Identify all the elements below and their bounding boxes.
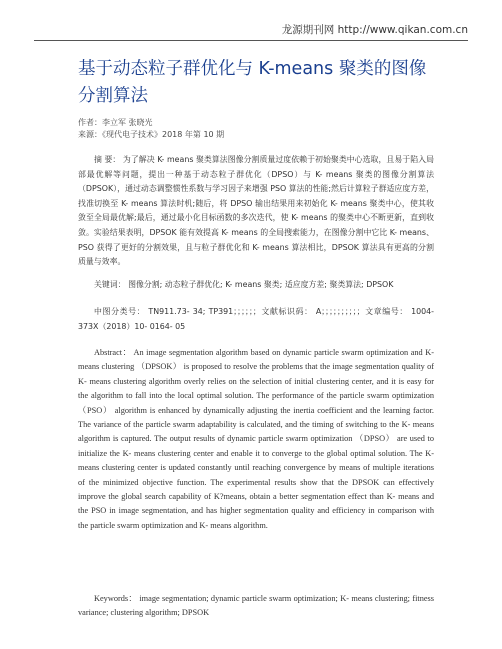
abstract-english: Abstract： An image segmentation algorithm based on dynamic particle swarm optimization and K- means clustering （DPSOK） is proposed to resolve the problems that the image segmentation quality of K- means clustering algorithm overly relies on the selection of initial clustering center, and it is easy for the algorithm to fall into the local optimal solution. The performance of the particle swarm optimization （PSO） algorithm is enhanced by dynamically adjusting the inertia coefficient and the learning factor. The variance of the particle swarm adaptability is calculated, and the timing of switching to the K- means algorithm is captured. The output results of dynamic particle swarm optimization （DPSO） are used to initialize the K- means clustering center and enable it to converge to the global optimal solution. The K- means clustering center is updated constantly until reaching convergence by means of multiple iterations of the minimized objective function. The experimental results show that the DPSOK can effectively improve the global search capability of K?means, obtain a better segmentation effect than K- means and the PSO in image segmentation, and has higher segmentation quality and efficiency in comparison with the particle swarm optimization and K- means algorithm. [78, 348, 434, 530]
keywords-chinese: 关键词： 图像分割; 动态粒子群优化; K- means 聚类; 适应度方差; 聚类算法; DPSOK [94, 280, 394, 289]
header-divider [34, 40, 468, 41]
article-title: 基于动态粒子群优化与 K-means 聚类的图像分割算法 [78, 59, 427, 106]
article-authors: 作者：李立军 张晓光 [78, 118, 153, 127]
journal-site-header: 龙源期刊网 http://www.qikan.com.cn [281, 24, 468, 36]
keywords-english: Keywords： image segmentation; dynamic particle swarm optimization; K- means clustering; fitness variance; clustering algorithm; DPSOK [78, 594, 434, 618]
article-source: 来源：《现代电子技术》2018 年第 10 期 [78, 130, 225, 139]
classification-info: 中图分类号： TN911.73- 34; TP391；；；；；；文献标识码： A；；；；；；；；；；文章编号： 1004- 373X（2018）10- 0164- 05 [78, 307, 434, 331]
abstract-chinese: 摘 要： 为了解决 K- means 聚类算法图像分割质量过度依赖于初始聚类中心选取，且易于陷入局部最优解等问题，提出一种基于动态粒子群优化（DPSO）与 K- means 聚类的图像分割算法（DPSOK），通过动态调整惯性系数与学习因子来增强 PSO 算法的性能;然后计算粒子群适应度方差，找准切换至 K- means 算法时机;随后，将 DPSO 输出结果用来初始化 K- means 聚类中心，使其收敛至全局最优解;最后，通过最小化目标函数的多次迭代，使 K- means 的聚类中心不断更新，直到收敛。实验结果表明，DPSOK 能有效提高 K- means 的全局搜索能力，在图像分割中它比 K- means、PSO 获得了更好的分割效果，且与粒子群优化和 K- means 算法相比，DPSOK 算法具有更高的分割质量与效率。 [78, 155, 434, 267]
